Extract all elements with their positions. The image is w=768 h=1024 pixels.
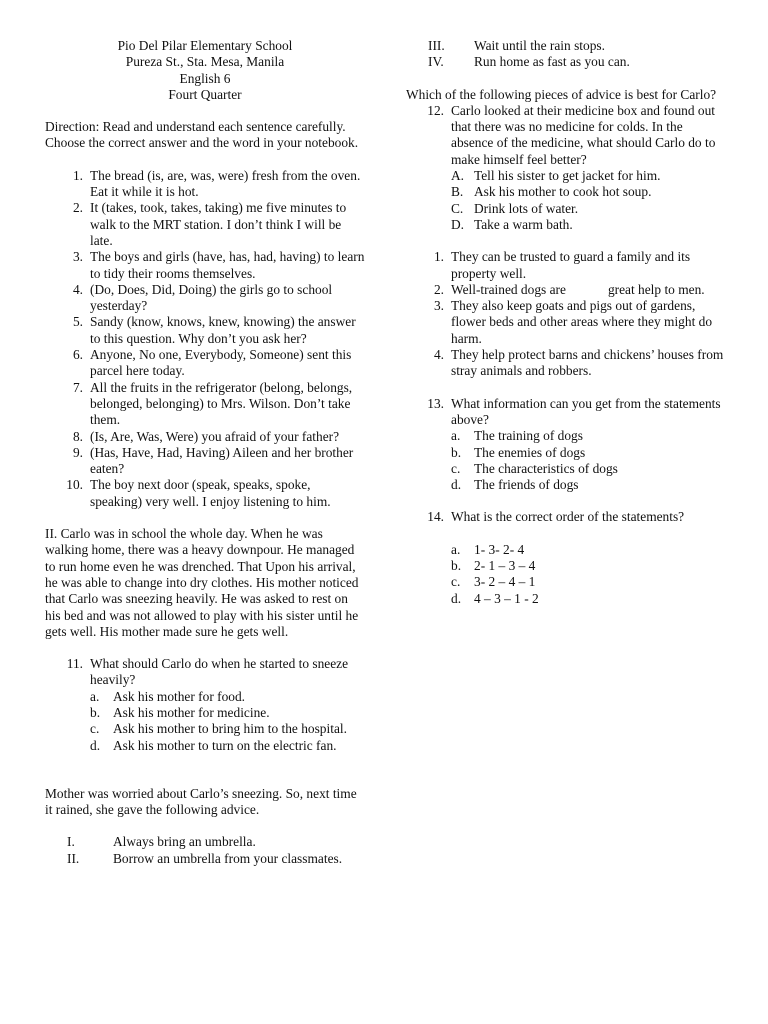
school-address: Pureza St., Sta. Mesa, Manila [125,54,285,70]
list-item: 9. (Has, Have, Had, Having) Aileen and her brother eaten? [72,444,354,477]
answer-choice: d. Ask his mother to turn on the electric fan. [90,737,337,753]
list-item: III. Wait until the rain stops. [428,38,605,53]
quarter-title: Fourt Quarter [168,86,242,102]
question-stem: 14. What is the correct order of the statements? [427,509,685,525]
question-stem: 12. Carlo looked at their medicine box and found out that there was no medicine for colds. In the absence of the medicine, what should Carlo do to make himself feel better? [427,102,716,167]
right-column [406,38,726,607]
direction-text: Direction: Read and understand each sentence carefully. Choose the correct answer and the word in your notebook. [45,119,359,151]
question-14 [406,509,726,606]
part1-list [45,168,365,510]
list-item: I. Always bring an umbrella. [67,834,256,850]
school-name: Pio Del Pilar Elementary School [117,38,293,53]
list-item: 4. (Do, Does, Did, Doing) the girls go to school yesterday? [72,281,333,314]
question-12 [406,103,726,233]
question-11 [45,656,365,754]
answer-choice: b. Ask his mother for medicine. [90,704,270,720]
answer-choice: a. 1- 3- 2- 4 [451,541,525,557]
answer-choice: c. 3- 2 – 4 – 1 [451,574,536,590]
answer-choice: a. The training of dogs [451,428,583,444]
list-item: 5. Sandy (know, knows, knew, knowing) the answer to this question. Why don’t you ask her? [72,314,356,346]
list-item: 6. Anyone, No one, Everybody, Someone) sent this parcel here today. [72,347,352,379]
answer-choice: b. The enemies of dogs [451,444,586,460]
list-item: 4. They help protect barns and chickens’ houses from stray animals and robbers. [433,347,724,379]
answer-choice: c. The characteristics of dogs [451,460,618,476]
answer-choice: d. The friends of dogs [451,477,579,493]
answer-choice: D. Take a warm bath. [451,216,573,232]
answer-choice: c. Ask his mother to bring him to the hospital. [90,721,347,737]
list-item: 2. Well-trained dogs are great help to men. [433,281,705,297]
question-stem: 11. What should Carlo do when he started to sneeze heavily? [66,656,349,688]
list-item: 1. They can be trusted to guard a family and its property well. [433,249,691,281]
list-item: 2. It (takes, took, takes, taking) me five minutes to walk to the MRT station. I don’t think I will be late. [72,200,347,248]
dog-statements [406,249,726,379]
answer-choice: A. Tell his sister to get jacket for him. [451,168,661,184]
answer-choice: b. 2- 1 – 3 – 4 [451,558,536,574]
part2-passage: II. Carlo was in school the whole day. When he was walking home, there was a heavy downpour. He managed to run home even he was drenched. That Upon his arrival, he was able to change into dry clothes. His mother noticed that Carlo was sneezing heavily. He was asked to rest on his bed and was not allowed to play with his sister until he gets well. His mother made sure he gets well. [45,526,359,639]
list-item: 3. They also keep goats and pigs out of gardens, flower beds and other areas where they might do harm. [433,298,713,346]
list-item: 7. All the fruits in the refrigerator (belong, belongs, belonged, belonging) to Mrs. Wilson. Don’t take them. [72,379,353,428]
advice-list-continued [406,38,726,71]
mother-intro: Mother was worried about Carlo’s sneezing. So, next time it rained, she gave the following advice. [45,785,357,818]
answer-choice: d. 4 – 3 – 1 - 2 [451,590,539,606]
list-item: IV. Run home as fast as you can. [428,54,630,70]
answer-choice: C. Drink lots of water. [451,200,579,216]
answer-choice: a. Ask his mother for food. [90,688,246,704]
list-item: 10. The boy next door (speak, speaks, spoke, speaking) very well. I enjoy listening to him. [66,477,331,509]
list-item: 1. The bread (is, are, was, were) fresh from the oven. Eat it while it is hot. [72,167,361,200]
list-item: 3. The boys and girls (have, has, had, having) to learn to tidy their rooms themselves. [72,249,365,281]
left-column [45,38,365,867]
advice-list [45,834,365,867]
advice-question: Which of the following pieces of advice is best for Carlo? [406,86,717,102]
list-item: 8. (Is, Are, Was, Were) you afraid of your father? [72,428,340,444]
question-13 [406,396,726,494]
question-stem: 13. What information can you get from the statements above? [427,395,721,427]
subject-title: English 6 [179,70,231,86]
answer-choice: B. Ask his mother to cook hot soup. [451,184,652,200]
document-header [45,38,365,103]
list-item: II. Borrow an umbrella from your classmates. [67,850,343,866]
